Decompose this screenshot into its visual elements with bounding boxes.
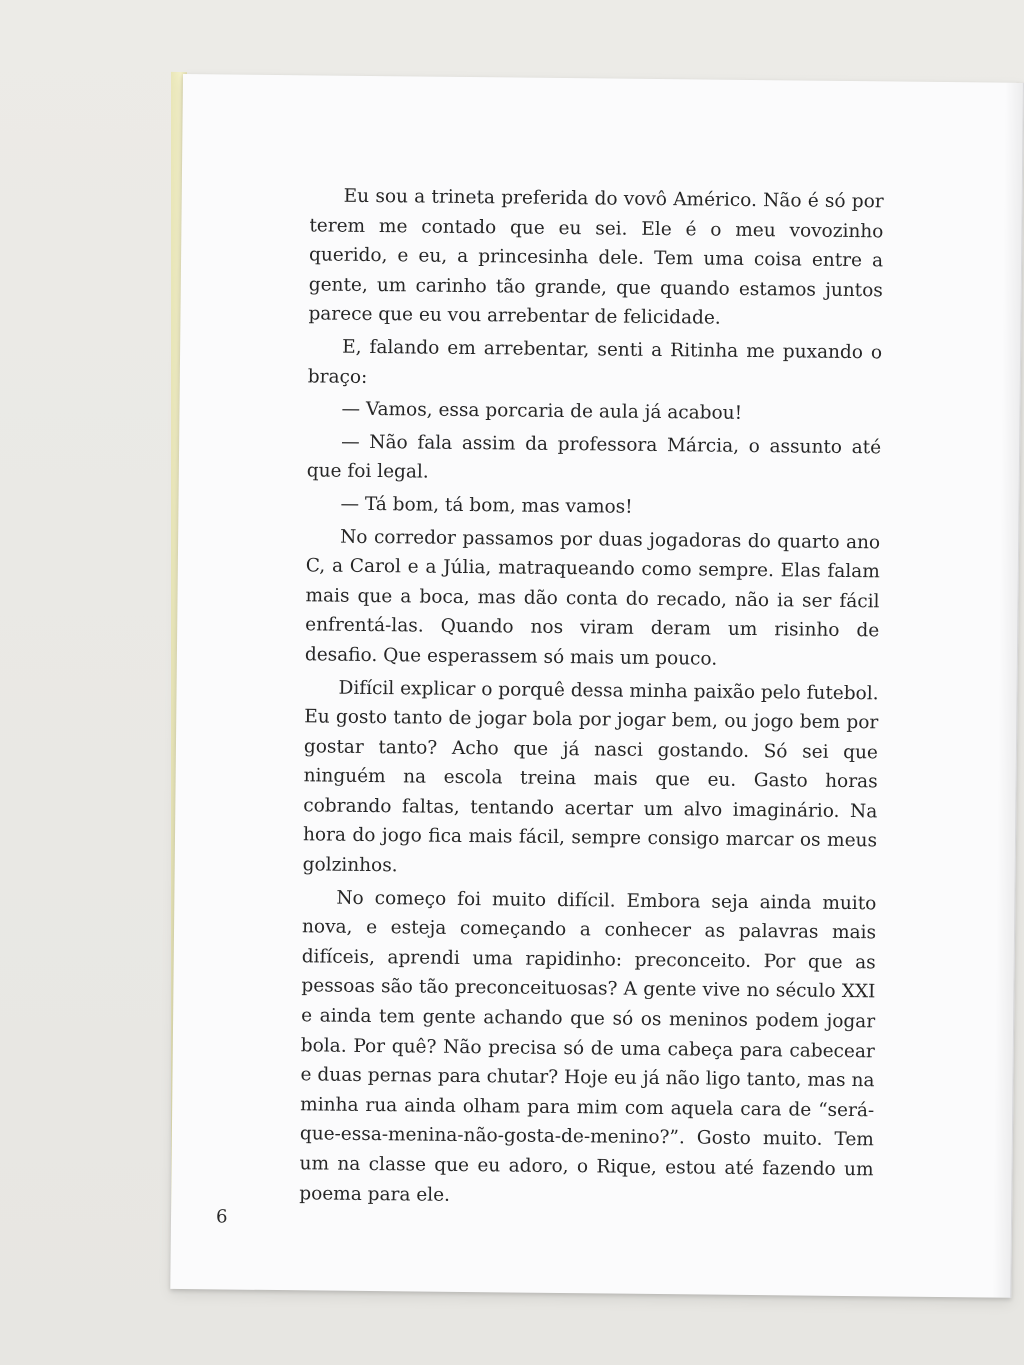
paragraph: Eu sou a trineta preferida do vovô Américo. Não é só por terem me contado que eu sei. Ele é o meu vovozinho querido, e eu, a princesinha dele. Tem uma coisa entre a gente, um carinho tão grande, que quando estamos juntos parece que eu vou arrebentar de felicidade. [308,185,884,330]
paragraph: Difícil explicar o porquê dessa minha paixão pelo futebol. Eu gosto tanto de jogar bola por jogar bem, ou jogo bem por gostar tanto? Acho que já nasci gostando. Só sei que ninguém na escola treina mais que eu. Gasto horas cobrando faltas, tentando acertar um alvo imaginário. Na hora do jogo fica mais fácil, sempre consigo marcar os meus golzinhos. [302,677,879,877]
dialogue-line: — Tá bom, tá bom, mas vamos! [340,493,633,518]
body-text [299,181,884,1217]
page-number: 6 [215,1206,228,1228]
dialogue-line: — Vamos, essa porcaria de aula já acabou! [341,398,743,425]
paragraph: No corredor passamos por duas jogadoras do quarto ano C, a Carol e a Júlia, matraqueando como sempre. Elas falam mais que a boca, mas dão conta do recado, não ia ser fácil enfrentá-las. Quando nos viram deram um risinho de desafio. Que esperassem só mais um pouco. [304,526,881,670]
book-page [170,74,1024,1298]
dialogue-line: — Não fala assim da professora Márcia, o assunto até que foi legal. [306,431,882,483]
page-fold-shadow [992,83,1023,1298]
paragraph: No começo foi muito difícil. Embora seja ainda muito nova, e esteja começando a conhecer as palavras mais difíceis, aprendi uma rapidinho: preconceito. Por que as pessoas são tão preconceituosas? A gente vive no século XXI e ainda tem gente achando que só os meninos podem jogar bola. Por quê? Não precisa só de uma cabeça para cabecear e duas pernas para chutar? Hoje eu já não ligo tanto, mas na minha rua ainda olham para mim com aquela cara de “será-que-essa-menina-não-gosta-de-menino?”. Gosto muito. Tem um na classe que eu adoro, o Rique, estou até fazendo um poema para ele. [299,887,877,1206]
paragraph: E, falando em arrebentar, senti a Ritinha me puxando o braço: [307,336,883,388]
